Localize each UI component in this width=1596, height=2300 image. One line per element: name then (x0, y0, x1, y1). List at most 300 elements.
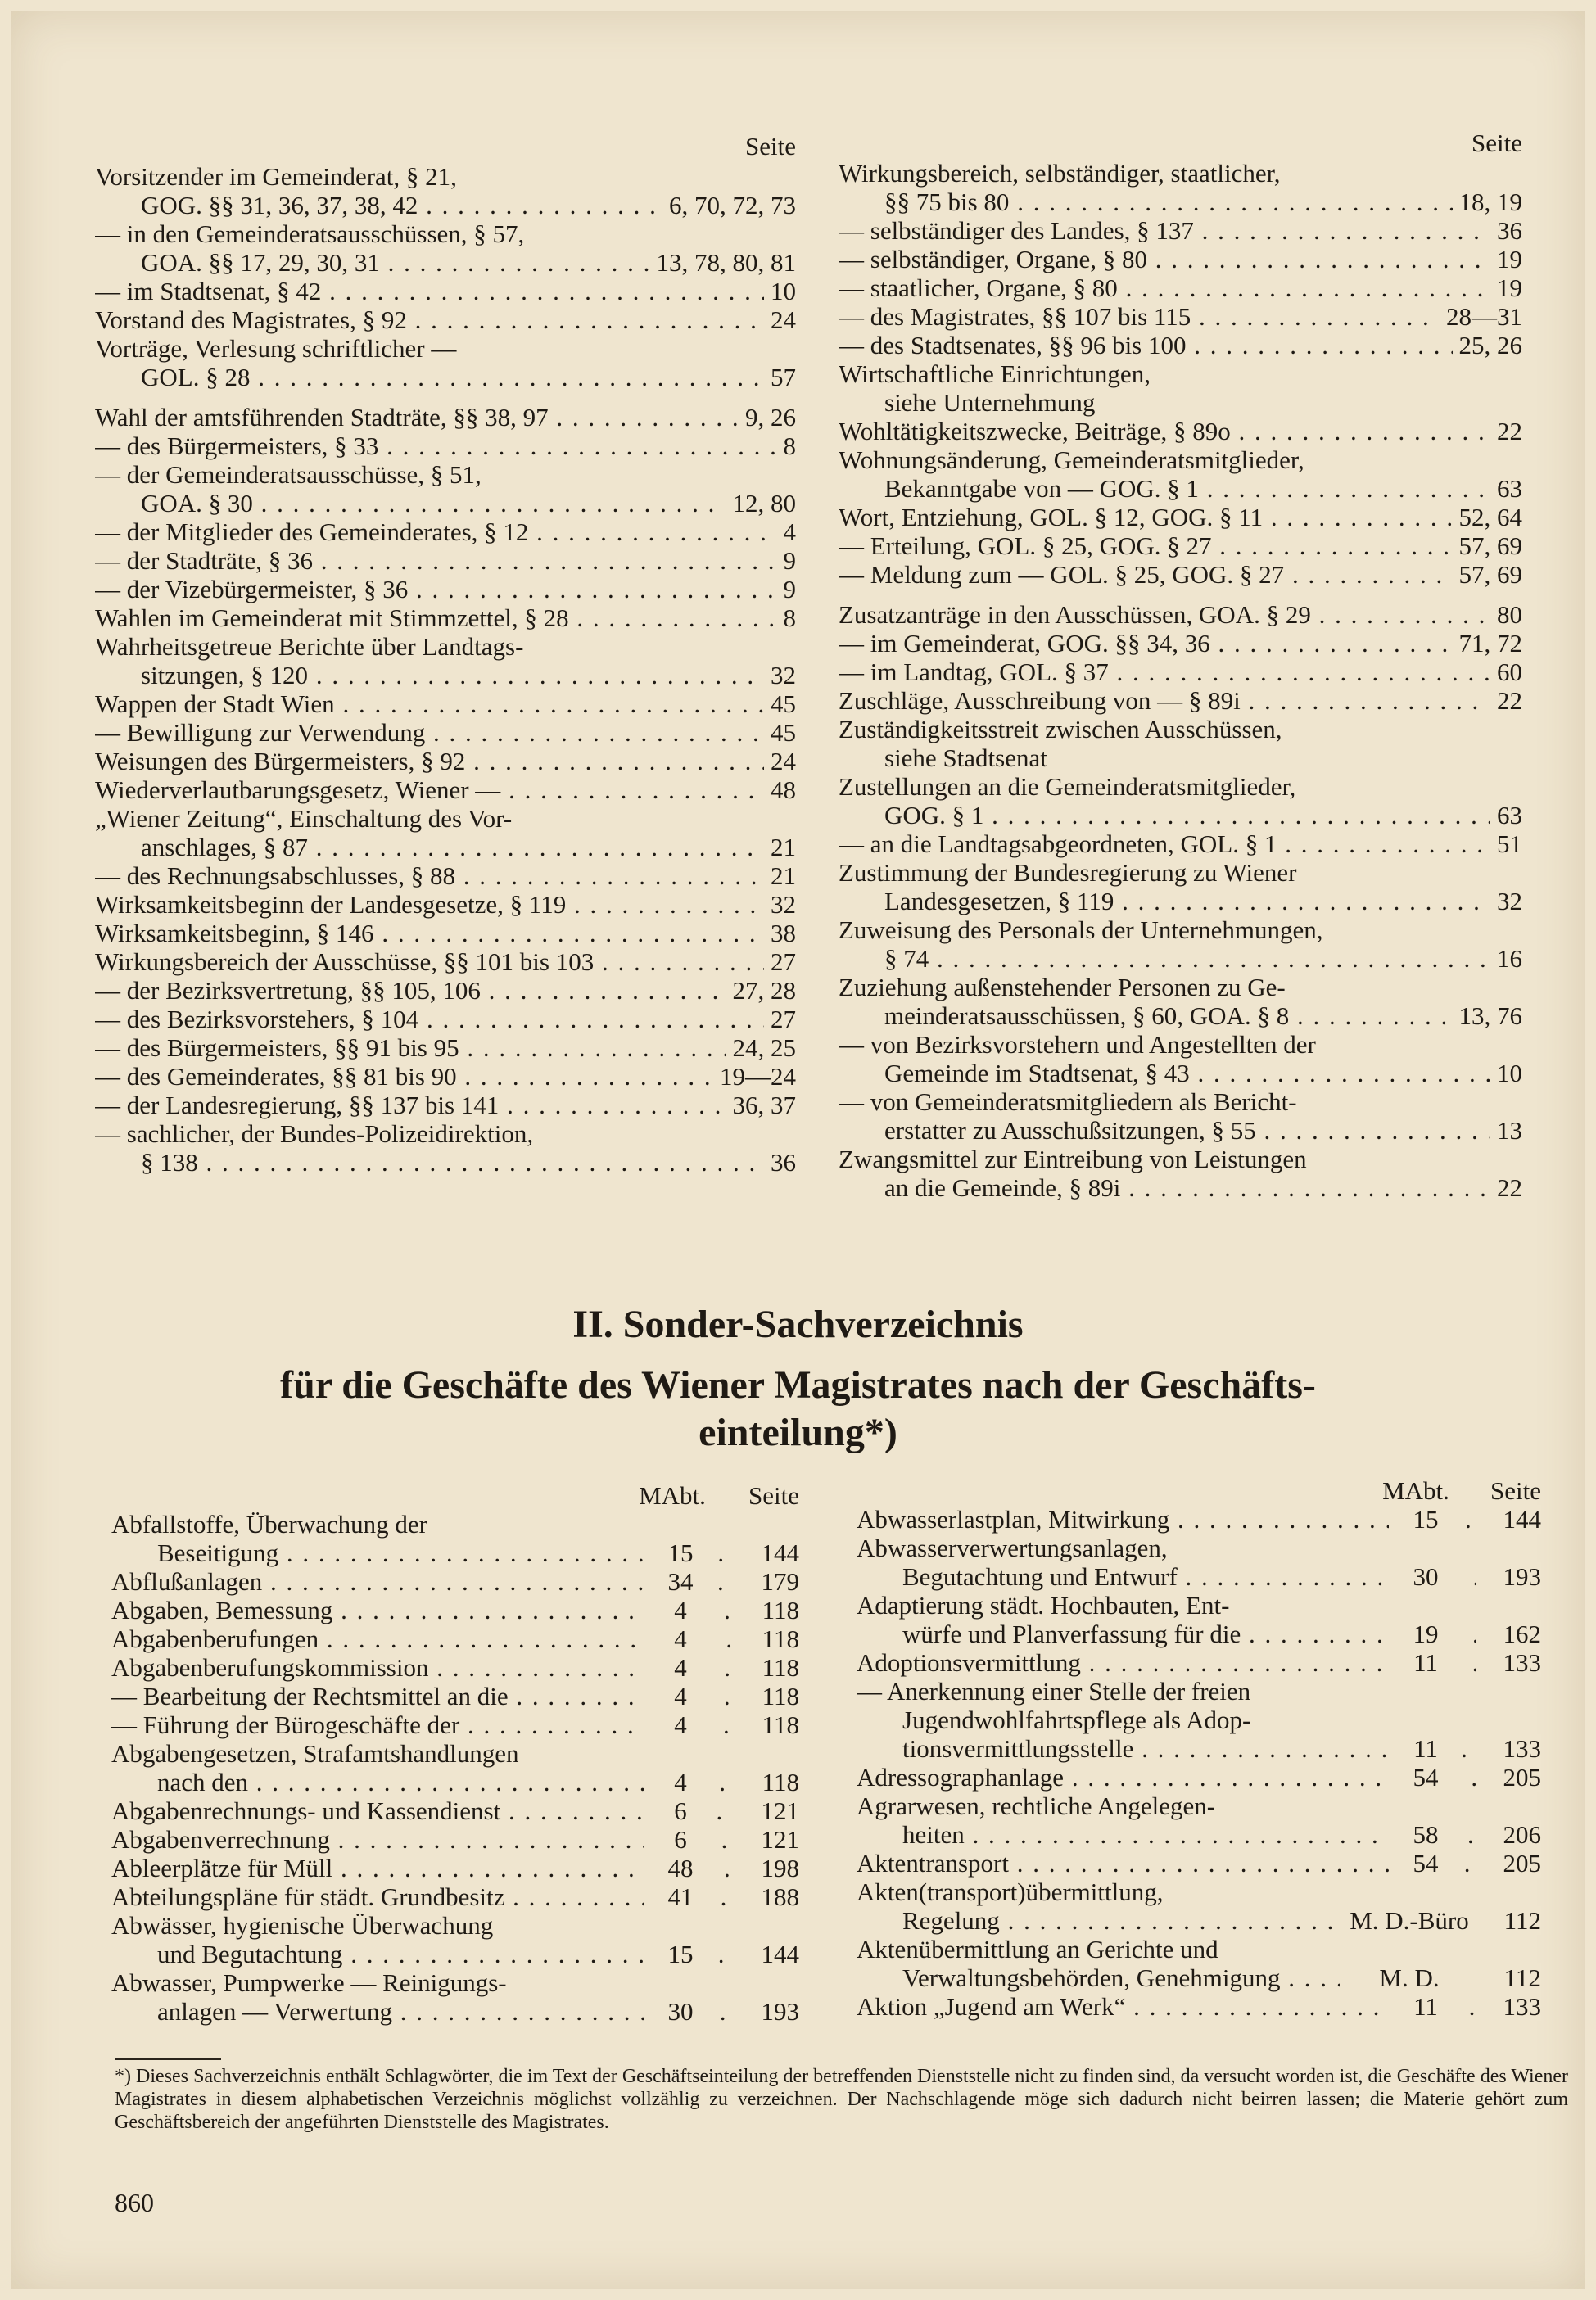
entry-page: 24 (764, 747, 796, 775)
index-entry (95, 305, 796, 334)
index-entry (839, 302, 1522, 331)
entry-text-line: GOG. § 1 . . . (839, 801, 1522, 829)
entry-text-line: — des Bezirksvorstehers, § 104 . . . (95, 1005, 796, 1033)
index-list (857, 1505, 1541, 2021)
entry-page: 144 (734, 1539, 799, 1567)
index-column-right (839, 129, 1522, 1202)
entry-text-line: Bekanntgabe von — GOG. § 1 . . . (839, 474, 1522, 503)
entry-text-line: Adaptierung städt. Hochbauten, Ent- (857, 1591, 1230, 1620)
entry-page: 38 (764, 919, 796, 947)
index-entry (839, 245, 1522, 273)
entry-page: 9 (777, 546, 797, 575)
entry-text-line: Akten(transport)übermittlung, (857, 1878, 1164, 1906)
entry-page: 118 (734, 1653, 799, 1682)
section-subtitle-line-1: für die Geschäfte des Wiener Magistrates nach der Geschäfts- (280, 1363, 1316, 1407)
index-entry (95, 689, 796, 718)
section-title: II. Sonder-Sachverzeichnis (572, 1303, 1024, 1346)
entry-mabt: 15 (1389, 1505, 1463, 1534)
entry-mabt: 6 (644, 1796, 717, 1825)
entry-page: 12, 80 (726, 489, 797, 517)
entry-text-line: Wiederverlautbarungsgesetz, Wiener — . . . (95, 775, 796, 804)
entry-page: 13, 76 (1453, 1001, 1523, 1030)
entry-page: 10 (764, 277, 796, 305)
entry-page: 32 (764, 661, 796, 689)
entry-text-line: Begutachtung und Entwurf . . . (857, 1562, 1541, 1591)
entry-mabt: 19 (1389, 1620, 1463, 1648)
entry-text-line: heiten . . . (857, 1820, 1541, 1849)
index-entry (839, 686, 1522, 715)
index-entry (95, 603, 796, 632)
entry-mabt: 41 (644, 1882, 717, 1911)
entry-page: 32 (764, 890, 796, 919)
entry-text-line: — des Stadtsenates, §§ 96 bis 100 . . . (839, 331, 1522, 359)
entry-page: 162 (1476, 1620, 1541, 1648)
entry-page: 32 (1490, 887, 1522, 915)
entry-text-line: Wirkungsbereich, selbständiger, staatlicher, (839, 159, 1281, 188)
entry-text-line: Jugendwohlfahrtspflege als Adop- (902, 1706, 1251, 1734)
entry-mabt: 30 (1389, 1562, 1463, 1591)
index-entry (839, 445, 1522, 503)
entry-page: 36, 37 (726, 1091, 797, 1119)
index-entry (111, 1911, 799, 1968)
index-entry (95, 546, 796, 575)
entry-page: 133 (1476, 1648, 1541, 1677)
entry-text-line: „Wiener Zeitung“, Einschaltung des Vor- (95, 804, 513, 833)
entry-mabt: 54 (1389, 1849, 1463, 1878)
entry-page: 80 (1490, 600, 1522, 629)
entry-page: 36 (1490, 216, 1522, 245)
entry-page: 133 (1476, 1992, 1541, 2021)
entry-mabt: 4 (644, 1653, 717, 1682)
index-entry (839, 331, 1522, 359)
entry-text-line: Zustimmung der Bundesregierung zu Wiener (839, 858, 1297, 887)
index-entry (95, 432, 796, 460)
entry-text-line: Wirkungsbereich der Ausschüsse, §§ 101 bis 103 . . . (95, 947, 796, 976)
entry-page: 4 (777, 517, 797, 546)
entry-mabt: 6 (644, 1825, 717, 1854)
entry-page: 13 (1490, 1116, 1522, 1145)
entry-text-line: Wirtschaftliche Einrichtungen, (839, 359, 1151, 388)
entry-mabt: 4 (644, 1682, 717, 1710)
entry-text-line: — im Landtag, GOL. § 37 . . . (839, 657, 1522, 686)
entry-text-line: Abgabenverrechnung . . . (111, 1825, 799, 1854)
entry-text-line: Abgabenberufungen . . . (111, 1624, 799, 1653)
entry-text-line: — des Magistrates, §§ 107 bis 115 . . . (839, 302, 1522, 331)
entry-text-line: Abgaben, Bemessung . . . (111, 1596, 799, 1624)
index-entry (95, 1091, 796, 1119)
entry-page: 48 (764, 775, 796, 804)
index-entry (857, 1648, 1541, 1677)
entry-text-line: Beseitigung . . . (111, 1539, 799, 1567)
footnote: *) Dieses Sachverzeichnis enthält Schlagwörter, die im Text der Geschäftseinteilung der betreffenden Dienststelle nicht zu finden sind, da versucht worden ist, die Geschäfte des Wiener Magistrates in diesem alphabetischen Verzeichnis möglichst vollzählig zu verzeichnen. Der Nachschlagende möge sich dadurch nicht beirren lassen; die Materie gehört zum Geschäftsbereich der angeführten Dienststelle des Magistrates. (115, 2066, 1568, 2133)
mabt-header: MAbt. (639, 1481, 706, 1510)
index-entry (839, 657, 1522, 686)
entry-text-line: Abwasserlastplan, Mitwirkung . . . (857, 1505, 1541, 1534)
entry-page: 22 (1490, 686, 1522, 715)
entry-text-line: — der Landesregierung, §§ 137 bis 141 . . . (95, 1091, 796, 1119)
entry-text-line: — sachlicher, der Bundes-Polizeidirektion, (95, 1119, 534, 1148)
entry-text-line: Regelung . . . (857, 1906, 1541, 1935)
entry-page: 8 (777, 603, 797, 632)
entry-text-line: an die Gemeinde, § 89i . . . (839, 1173, 1522, 1202)
index-entry (111, 1739, 799, 1796)
index-entry (839, 629, 1522, 657)
entry-text-line: — selbständiger, Organe, § 80 . . . (839, 245, 1522, 273)
index-entry (95, 1062, 796, 1091)
entry-mabt: M. D. (1340, 1963, 1479, 1992)
index-entry (95, 334, 796, 391)
entry-text-line: § 138 . . . (95, 1148, 796, 1177)
entry-mabt: 15 (644, 1539, 717, 1567)
index-entry (857, 1849, 1541, 1878)
index-entry (857, 1534, 1541, 1591)
entry-page: 205 (1476, 1763, 1541, 1792)
entry-text-line: § 74 . . . (839, 944, 1522, 973)
entry-page: 179 (734, 1567, 799, 1596)
index-entry (95, 403, 796, 432)
entry-text-line: meinderatsausschüssen, § 60, GOA. § 8 . . . (839, 1001, 1522, 1030)
entry-mabt: 48 (644, 1854, 717, 1882)
entry-mabt: 54 (1389, 1763, 1463, 1792)
entry-text-line: — des Bürgermeisters, §§ 91 bis 95 . . . (95, 1033, 796, 1062)
index-entry (95, 976, 796, 1005)
seite-header: Seite (748, 1481, 799, 1510)
index-entry (95, 947, 796, 976)
entry-page: 118 (734, 1624, 799, 1653)
entry-text-line: Aktenübermittlung an Gerichte und (857, 1935, 1218, 1963)
index-entry (839, 772, 1522, 829)
entry-text-line: anschlages, § 87 . . . (95, 833, 796, 861)
index-entry (839, 1087, 1522, 1145)
index-entry (95, 1005, 796, 1033)
index-entry (95, 747, 796, 775)
entry-mabt: 11 (1389, 1992, 1463, 2021)
index-entry (111, 1796, 799, 1825)
index-entry (111, 1968, 799, 2026)
entry-text-line: Wohltätigkeitszwecke, Beiträge, § 89o . . . (839, 417, 1522, 445)
entry-text-line: — in den Gemeinderatsausschüssen, § 57, (95, 219, 525, 248)
entry-page: 22 (1490, 1173, 1522, 1202)
entry-text-line: erstatter zu Ausschußsitzungen, § 55 . . . (839, 1116, 1522, 1145)
index-entry (857, 1591, 1541, 1648)
index-entry (839, 216, 1522, 245)
entry-gap (95, 391, 796, 403)
entry-text-line: — Meldung zum — GOL. § 25, GOG. § 27 . . . (839, 560, 1522, 589)
page-number: 860 (115, 2188, 154, 2217)
entry-page: 63 (1490, 801, 1522, 829)
entry-page: 28—31 (1440, 302, 1522, 331)
index-entry (111, 1854, 799, 1882)
entry-text-line: GOA. § 30 . . . (95, 489, 796, 517)
entry-text-line: Landesgesetzen, § 119 . . . (839, 887, 1522, 915)
index-entry (95, 517, 796, 546)
entry-page: 57 (764, 363, 796, 391)
entry-text-line: — selbständiger des Landes, § 137 . . . (839, 216, 1522, 245)
index-entry (839, 503, 1522, 531)
index-entry (111, 1510, 799, 1567)
entry-text-line: — Bearbeitung der Rechtsmittel an die . . . (111, 1682, 799, 1710)
entry-page: 10 (1490, 1059, 1522, 1087)
index-entry (111, 1596, 799, 1624)
entry-page: 60 (1490, 657, 1522, 686)
index-entry (111, 1682, 799, 1710)
entry-text-line: Zuweisung des Personals der Unternehmungen, (839, 915, 1323, 944)
entry-mabt: 4 (644, 1768, 717, 1796)
entry-page: 16 (1490, 944, 1522, 973)
index-entry (95, 919, 796, 947)
section-subtitle-line-2: einteilung*) (699, 1411, 897, 1454)
entry-text-line: Abwässer, hygienische Überwachung (111, 1911, 494, 1940)
entry-mabt: 30 (644, 1997, 717, 2026)
entry-page: 57, 69 (1453, 531, 1523, 560)
entry-text-line: würfe und Planverfassung für die . . . (857, 1620, 1541, 1648)
index-entry (839, 560, 1522, 589)
index-entry (95, 775, 796, 804)
entry-page: 198 (734, 1854, 799, 1882)
index-entry (839, 159, 1522, 216)
entry-text-line: — von Gemeinderatsmitgliedern als Bericht- (839, 1087, 1297, 1116)
entry-page: 25, 26 (1453, 331, 1523, 359)
entry-text-line: Vorträge, Verlesung schriftlicher — (95, 334, 457, 363)
entry-page: 18, 19 (1453, 188, 1523, 216)
entry-text-line: Abwasser, Pumpwerke — Reinigungs- (111, 1968, 507, 1997)
index-entry (839, 417, 1522, 445)
entry-page: 19 (1490, 245, 1522, 273)
entry-text-line: Abgabenberufungskommission . . . (111, 1653, 799, 1682)
entry-page: 13, 78, 80, 81 (650, 248, 797, 277)
column-headers (857, 1472, 1541, 1505)
entry-text-line: Zuschläge, Ausschreibung von — § 89i . . . (839, 686, 1522, 715)
index-entry (857, 1677, 1541, 1763)
index-entry (857, 1792, 1541, 1849)
entry-text-line: — der Mitglieder des Gemeinderates, § 12 . . . (95, 517, 796, 546)
entry-gap (839, 589, 1522, 600)
index-entry (857, 1505, 1541, 1534)
entry-page: 21 (764, 861, 796, 890)
entry-text-line: Abfallstoffe, Überwachung der (111, 1510, 427, 1539)
entry-text-line: — der Stadträte, § 36 . . . (95, 546, 796, 575)
entry-text-line: — des Rechnungsabschlusses, § 88 . . . (95, 861, 796, 890)
entry-text-line: Zuziehung außenstehender Personen zu Ge- (839, 973, 1286, 1001)
entry-page: 8 (777, 432, 797, 460)
entry-page: 205 (1476, 1849, 1541, 1878)
entry-text-line: — Erteilung, GOL. § 25, GOG. § 27 . . . (839, 531, 1522, 560)
entry-text-line: Wahrheitsgetreue Berichte über Landtags- (95, 632, 524, 661)
entry-page: 118 (734, 1710, 799, 1739)
seite-header: Seite (1490, 1476, 1541, 1505)
entry-page: 118 (734, 1682, 799, 1710)
entry-page: 206 (1476, 1820, 1541, 1849)
entry-text-line: — der Gemeinderatsausschüsse, § 51, (95, 460, 482, 489)
index-entry (839, 1145, 1522, 1202)
entry-page: 22 (1490, 417, 1522, 445)
entry-page: 193 (734, 1997, 799, 2026)
entry-text-line: Aktion „Jugend am Werk“ . . . (857, 1992, 1541, 2021)
seite-header: Seite (745, 132, 796, 160)
index-entry (95, 1119, 796, 1177)
entry-text-line: §§ 75 bis 80 . . . (839, 188, 1522, 216)
index-entry (111, 1624, 799, 1653)
entry-page: 9, 26 (739, 403, 796, 432)
entry-text-line: Wohnungsänderung, Gemeinderatsmitglieder, (839, 445, 1304, 474)
index-entry (95, 890, 796, 919)
index-entry (839, 915, 1522, 973)
index-entry (95, 460, 796, 517)
entry-page: 52, 64 (1453, 503, 1523, 531)
entry-mabt: 34 (644, 1567, 717, 1596)
entry-mabt: 4 (644, 1710, 717, 1739)
entry-text-line: Vorsitzender im Gemeinderat, § 21, (95, 162, 457, 191)
column-headers (111, 1477, 799, 1510)
entry-text-line: — des Gemeinderates, §§ 81 bis 90 . . . (95, 1062, 796, 1091)
index-entry (857, 1935, 1541, 1992)
index-list (111, 1510, 799, 2026)
entry-text-line: GOG. §§ 31, 36, 37, 38, 42 . . . (95, 191, 796, 219)
entry-text-line: — im Gemeinderat, GOG. §§ 34, 36 . . . (839, 629, 1522, 657)
entry-text-line: Abgabenrechnungs- und Kassendienst . . . (111, 1796, 799, 1825)
subject-index-right (857, 1472, 1541, 2021)
entry-page: 118 (734, 1768, 799, 1796)
index-entry (857, 1878, 1541, 1935)
entry-text-line: — an die Landtagsabgeordneten, GOL. § 1 . . . (839, 829, 1522, 858)
index-entry (839, 858, 1522, 915)
index-entry (839, 531, 1522, 560)
entry-page: 121 (734, 1825, 799, 1854)
entry-text-line: — Führung der Bürogeschäfte der . . . (111, 1710, 799, 1739)
entry-page: 193 (1476, 1562, 1541, 1591)
entry-mabt: 58 (1389, 1820, 1463, 1849)
index-column-left (95, 133, 796, 1177)
entry-page: 9 (777, 575, 797, 603)
entry-text-line: Abgabengesetzen, Strafamtshandlungen (111, 1739, 519, 1768)
index-entry (111, 1567, 799, 1596)
entry-text-line: Wahlen im Gemeinderat mit Stimmzettel, § 28 . . . (95, 603, 796, 632)
entry-page: 19 (1490, 273, 1522, 302)
entry-page: 27, 28 (726, 976, 797, 1005)
entry-page: 6, 70, 72, 73 (662, 191, 796, 219)
entry-page: 27 (764, 947, 796, 976)
index-list (839, 159, 1522, 1202)
entry-text-line: Abwasserverwertungsanlagen, (857, 1534, 1168, 1562)
index-entry (95, 1033, 796, 1062)
index-entry (95, 219, 796, 277)
index-entry (95, 575, 796, 603)
index-entry (95, 804, 796, 861)
entry-text-line: Agrarwesen, rechtliche Angelegen- (857, 1792, 1216, 1820)
entry-mabt: 11 (1389, 1734, 1463, 1763)
index-entry (839, 715, 1522, 772)
index-entry (111, 1825, 799, 1854)
entry-text-line: siehe Stadtsenat (884, 743, 1047, 772)
index-entry (839, 359, 1522, 417)
entry-text-line: Vorstand des Magistrates, § 92 . . . (95, 305, 796, 334)
entry-text-line: sitzungen, § 120 . . . (95, 661, 796, 689)
entry-page: 24, 25 (726, 1033, 797, 1062)
entry-page: 45 (764, 689, 796, 718)
entry-page: 71, 72 (1453, 629, 1523, 657)
index-entry (839, 273, 1522, 302)
index-entry (111, 1653, 799, 1682)
index-entry (111, 1710, 799, 1739)
entry-page: 133 (1476, 1734, 1541, 1763)
index-entry (839, 829, 1522, 858)
entry-text-line: Zustellungen an die Gemeinderatsmitglieder, (839, 772, 1296, 801)
entry-text-line: Weisungen des Bürgermeisters, § 92 . . . (95, 747, 796, 775)
mabt-header: MAbt. (1382, 1476, 1449, 1505)
entry-page: 57, 69 (1453, 560, 1523, 589)
entry-page: 51 (1490, 829, 1522, 858)
entry-text-line: tionsvermittlungsstelle . . . (857, 1734, 1541, 1763)
entry-text-line: Wappen der Stadt Wien . . . (95, 689, 796, 718)
entry-text-line: GOL. § 28 . . . (95, 363, 796, 391)
entry-page: 45 (764, 718, 796, 747)
entry-text-line: Abflußanlagen . . . (111, 1567, 799, 1596)
entry-text-line: siehe Unternehmung (884, 388, 1096, 417)
entry-page: 24 (764, 305, 796, 334)
entry-text-line: anlagen — Verwertung . . . (111, 1997, 799, 2026)
entry-text-line: — der Bezirksvertretung, §§ 105, 106 . . . (95, 976, 796, 1005)
entry-mabt: 4 (644, 1624, 717, 1653)
entry-text-line: — Bewilligung zur Verwendung . . . (95, 718, 796, 747)
entry-page: 27 (764, 1005, 796, 1033)
entry-text-line: Adressographanlage . . . (857, 1763, 1541, 1792)
entry-text-line: — von Bezirksvorstehern und Angestellten der (839, 1030, 1316, 1059)
subject-index-left (111, 1477, 799, 2026)
entry-text-line: Ableerplätze für Müll . . . (111, 1854, 799, 1882)
entry-text-line: — im Stadtsenat, § 42 . . . (95, 277, 796, 305)
index-entry (857, 1992, 1541, 2021)
entry-mabt: 4 (644, 1596, 717, 1624)
entry-page: 112 (1476, 1963, 1541, 1992)
entry-text-line: Gemeinde im Stadtsenat, § 43 . . . (839, 1059, 1522, 1087)
entry-page: 112 (1476, 1906, 1541, 1935)
entry-page: 144 (1476, 1505, 1541, 1534)
entry-page: 21 (764, 833, 796, 861)
footnote-rule (115, 2058, 221, 2060)
entry-text-line: Aktentransport . . . (857, 1849, 1541, 1878)
index-entry (839, 973, 1522, 1030)
entry-page: 19—24 (713, 1062, 796, 1091)
entry-text-line: — Anerkennung einer Stelle der freien (857, 1677, 1251, 1706)
entry-text-line: Wort, Entziehung, GOL. § 12, GOG. § 11 . . . (839, 503, 1522, 531)
entry-text-line: nach den . . . (111, 1768, 799, 1796)
entry-text-line: Zusatzanträge in den Ausschüssen, GOA. § 29 . . . (839, 600, 1522, 629)
entry-mabt: M. D.-Büro (1340, 1906, 1479, 1935)
entry-text-line: Zuständigkeitsstreit zwischen Ausschüssen, (839, 715, 1282, 743)
seite-header: Seite (1472, 129, 1522, 157)
entry-text-line: — staatlicher, Organe, § 80 . . . (839, 273, 1522, 302)
index-list (95, 162, 796, 1177)
entry-text-line: Verwaltungsbehörden, Genehmigung . . . (857, 1963, 1541, 1992)
index-entry (111, 1882, 799, 1911)
index-entry (839, 1030, 1522, 1087)
index-entry (95, 277, 796, 305)
entry-text-line: GOA. §§ 17, 29, 30, 31 . . . (95, 248, 796, 277)
entry-text-line: Abteilungspläne für städt. Grundbesitz . . . (111, 1882, 799, 1911)
entry-mabt: 15 (644, 1940, 717, 1968)
entry-page: 118 (734, 1596, 799, 1624)
entry-mabt: 11 (1389, 1648, 1463, 1677)
entry-text-line: — des Bürgermeisters, § 33 . . . (95, 432, 796, 460)
index-entry (95, 162, 796, 219)
index-entry (95, 718, 796, 747)
entry-page: 188 (734, 1882, 799, 1911)
index-entry (857, 1763, 1541, 1792)
entry-text-line: Wirksamkeitsbeginn, § 146 . . . (95, 919, 796, 947)
entry-text-line: und Begutachtung . . . (111, 1940, 799, 1968)
index-entry (839, 600, 1522, 629)
entry-page: 63 (1490, 474, 1522, 503)
